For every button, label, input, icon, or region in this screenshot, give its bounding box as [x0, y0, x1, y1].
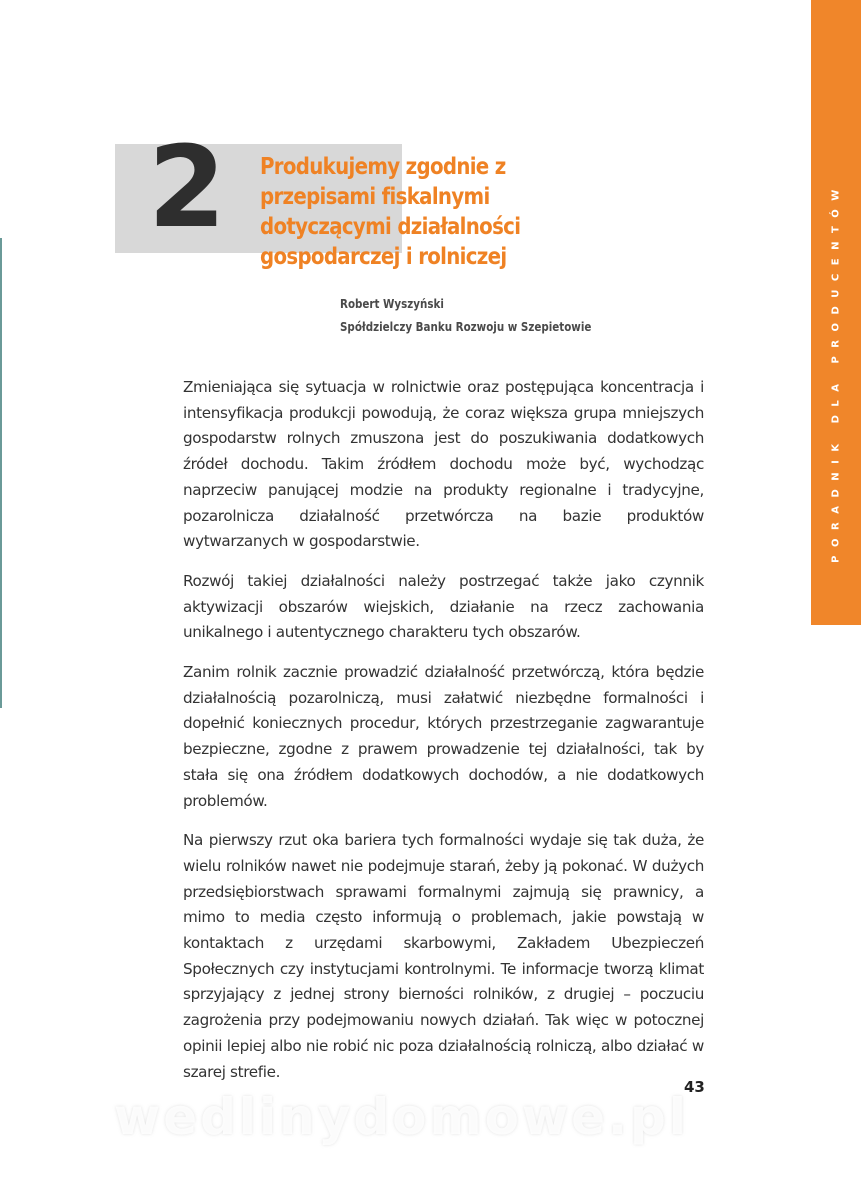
- paragraph-2: Rozwój takiej działalności należy postrzegać także jako czynnik aktywizacji obszarów wiejskich, działanie na rzecz zachowania unikalnego i autentycznego charakteru tych obszarów.: [183, 571, 704, 642]
- article-body: [183, 375, 704, 1099]
- author-name: Robert Wyszyński: [340, 297, 444, 311]
- paragraph-1: Zmieniająca się sytuacja w rolnictwie oraz postępująca koncentracja i intensyfikacja produkcji powodują, że coraz większa grupa mniejszych gospodarstw rolnych zmuszona jest do poszukiwania dodatkowych źródeł dochodu. Takim źródłem dochodu może być, wychodząc naprzeciw panującej modzie na produkty regionalne i tradycyjne, pozarolnicza działalność przetwórcza na bazie produktów wytwarzanych w gospodarstwie.: [183, 378, 704, 551]
- chapter-title: Produkujemy zgodnie z przepisami fiskalnymi dotyczącymi działalności gospodarczej i rolniczej: [260, 154, 521, 270]
- side-tab-label: PORADNIK DLA PRODUCENTÓW: [830, 181, 842, 563]
- page-edge-line: [0, 238, 2, 708]
- paragraph-3: Zanim rolnik zacznie prowadzić działalność przetwórczą, która będzie działalnością pozarolniczą, musi załatwić niezbędne formalności i dopełnić koniecznych procedur, których przestrzeganie zagwarantuje bezpieczne, zgodne z prawem prowadzenie tej działalności, tak by stała się ona źródłem dodatkowych dochodów, a nie dodatkowych problemów.: [183, 663, 704, 810]
- page-number: 43: [684, 1078, 705, 1096]
- paragraph-4: Na pierwszy rzut oka bariera tych formalności wydaje się tak duża, że wielu rolników nawet nie podejmuje starań, żeby ją pokonać. W dużych przedsiębiorstwach sprawami formalnymi zajmują się prawnicy, a mimo to media często informują o problemach, jakie powstają w kontaktach z urzędami skarbowymi, Zakładem Ubezpieczeń Społecznych czy instytucjami kontrolnymi. Te informacje tworzą klimat sprzyjający z jednej strony bierności rolników, z drugiej – poczuciu zagrożenia przy podejmowaniu nowych działań. Tak więc w potocznej opinii lepiej albo nie robić nic poza działalnością rolniczą, albo działać w szarej strefie.: [183, 831, 704, 1081]
- author-block: [340, 293, 667, 339]
- watermark: wedlinydomowe.pl: [114, 1088, 689, 1146]
- author-affiliation: Spółdzielczy Banku Rozwoju w Szepietowie: [340, 320, 592, 334]
- chapter-number: 2: [148, 123, 222, 253]
